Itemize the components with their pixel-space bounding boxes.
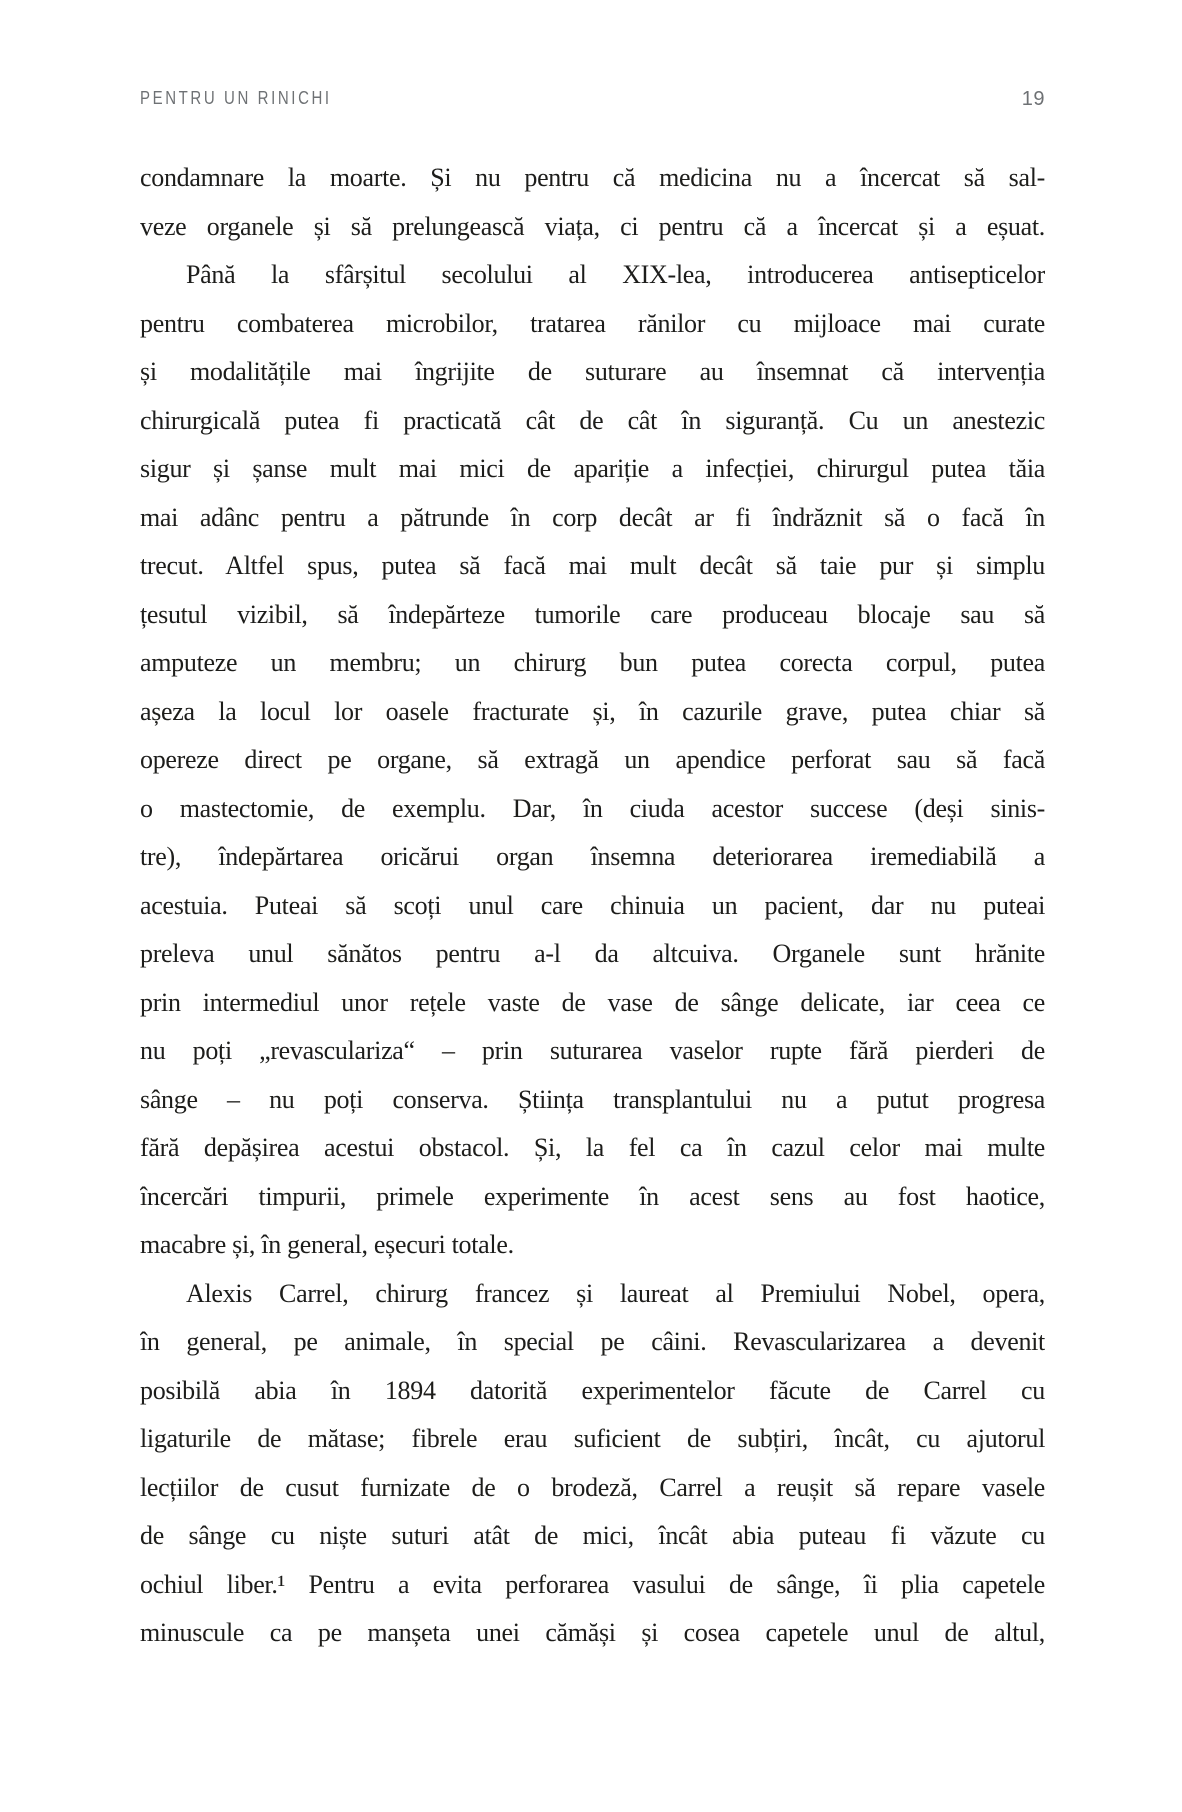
text-line: fără depășirea acestui obstacol. Și, la fel ca în cazul celor mai multe [140,1133,1045,1162]
text-line: așeza la locul lor oasele fracturate și, în cazurile grave, putea chiar să [140,696,1045,726]
text-line: încercări timpurii, primele experimente în acest sens au fost haotice, [140,1181,1045,1211]
text-line: prin intermediul unor rețele vaste de vase de sânge delicate, iar ceea ce [140,987,1045,1017]
body-text-block [140,154,1045,1658]
text-line: amputeze un membru; un chirurg bun putea corecta corpul, putea [140,648,1045,677]
text-line: mai adânc pentru a pătrunde în corp decât ar fi îndrăznit să o facă în [140,502,1045,532]
running-title: PENTRU UN RINICHI [140,87,332,109]
text-line: pentru combaterea microbilor, tratarea rănilor cu mijloace mai curate [140,308,1045,338]
text-line: sânge – nu poți conserva. Știința transplantului nu a putut progresa [140,1084,1045,1114]
text-line: veze organele și să prelungească viața, ci pentru că a încercat și a eșuat. [140,211,1045,241]
page-number: 19 [1021,88,1045,110]
text-line: de sânge cu niște suturi atât de mici, încât abia puteau fi văzute cu [140,1521,1045,1550]
text-line: țesutul vizibil, să îndepărteze tumorile care produceau blocaje sau să [140,599,1045,629]
text-line: ochiul liber.¹ Pentru a evita perforarea vasului de sânge, îi plia capetele [140,1569,1045,1599]
text-line: sigur și șanse mult mai mici de apariție a infecției, chirurgul putea tăia [140,454,1045,483]
text-line: și modalitățile mai îngrijite de suturare au însemnat că intervenția [140,357,1045,386]
text-line: posibilă abia în 1894 datorită experimentelor făcute de Carrel cu [140,1375,1045,1405]
text-line: condamnare la moarte. Și nu pentru că medicina nu a încercat să sal- [140,163,1045,192]
text-line: în general, pe animale, în special pe câini. Revascularizarea a devenit [140,1327,1045,1356]
text-line: opereze direct pe organe, să extragă un apendice perforat sau să facă [140,745,1045,774]
text-line: o mastectomie, de exemplu. Dar, în ciuda acestor succese (deși sinis- [140,793,1045,823]
running-header [140,88,1045,111]
text-line: macabre și, în general, eșecuri totale. [140,1230,514,1259]
text-line: trecut. Altfel spus, putea să facă mai mult decât să taie pur și simplu [140,551,1045,580]
text-line: Până la sfârșitul secolului al XIX-lea, introducerea antisepticelor [186,260,1045,289]
text-line: lecțiilor de cusut furnizate de o brodeză, Carrel a reușit să repare vasele [140,1472,1045,1502]
text-line: preleva unul sănătos pentru a-l da altcuiva. Organele sunt hrănite [140,939,1045,968]
text-line: Alexis Carrel, chirurg francez și laureat al Premiului Nobel, opera, [186,1278,1045,1308]
text-line: acestuia. Puteai să scoți unul care chinuia un pacient, dar nu puteai [140,890,1045,920]
text-line: minuscule ca pe manșeta unei cămăși și cosea capetele unul de altul, [140,1618,1045,1647]
text-line: tre), îndepărtarea oricărui organ însemna deteriorarea iremediabilă a [140,842,1045,871]
text-line: nu poți „revasculariza“ – prin suturarea vaselor rupte fără pierderi de [140,1036,1045,1065]
text-line: ligaturile de mătase; fibrele erau suficient de subțiri, încât, cu ajutorul [140,1424,1045,1453]
text-line: chirurgicală putea fi practicată cât de cât în siguranță. Cu un anestezic [140,405,1045,435]
